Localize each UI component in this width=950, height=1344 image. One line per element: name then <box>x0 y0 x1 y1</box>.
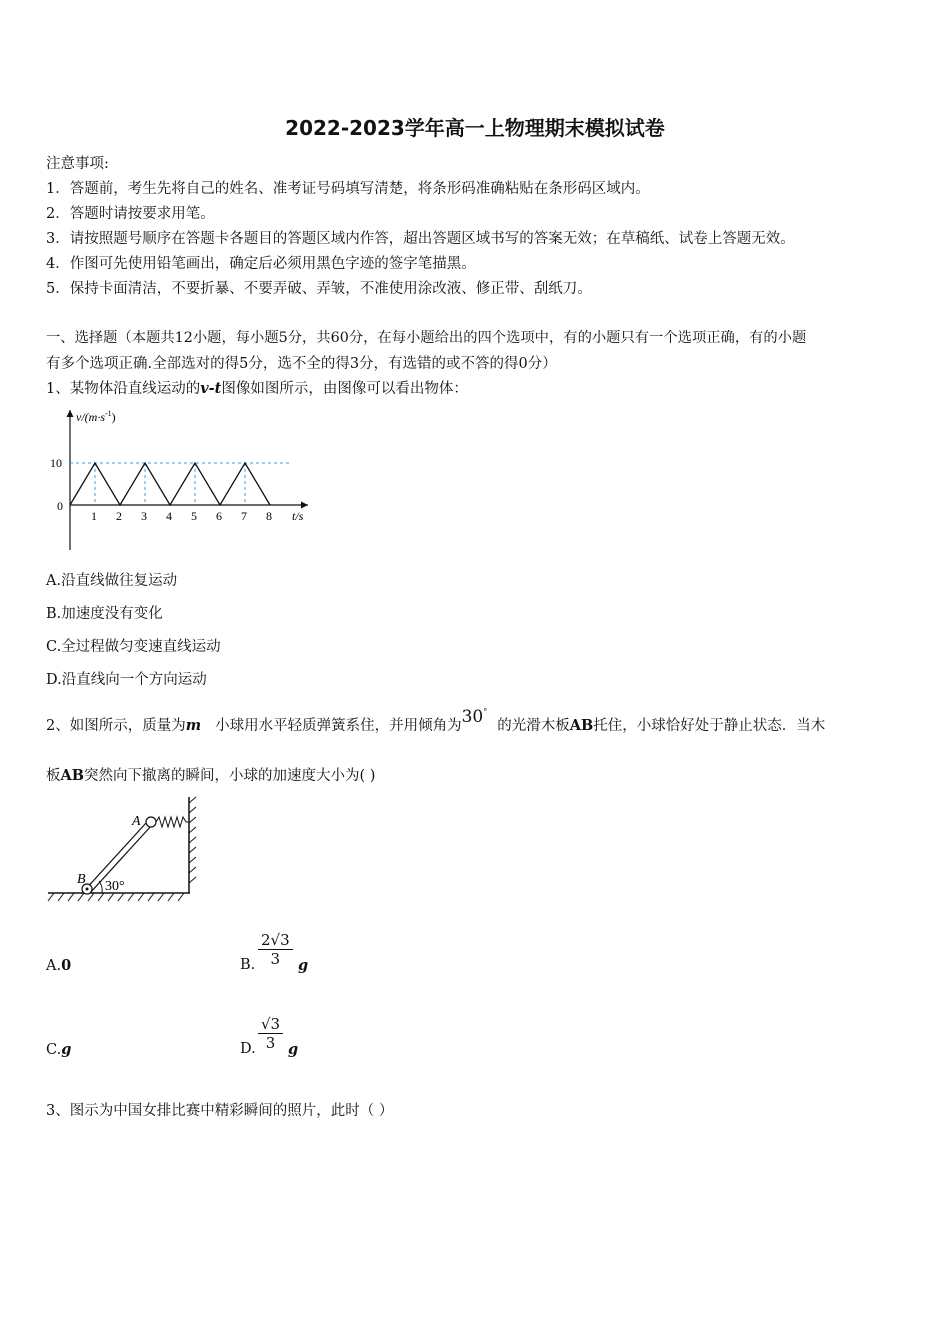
fraction-denominator: 3 <box>270 950 281 968</box>
q2-option-d-fraction <box>258 1015 283 1052</box>
q1-stem-var: v-t <box>200 380 222 397</box>
y-tick-label: 10 <box>50 456 62 470</box>
q2-line2-b: 突然向下撤离的瞬间，小球的加速度大小为( ) <box>84 768 376 784</box>
q2-angle: 30 <box>461 707 484 727</box>
q2-line2-a: 板 <box>46 768 61 784</box>
q2-mass-symbol: m <box>185 717 202 734</box>
q2-board-label: AB <box>60 767 85 784</box>
fraction-numerator: √3 <box>258 1015 283 1034</box>
label-b: B <box>77 872 86 887</box>
q1-option-a[interactable]: A.沿直线做往复运动 <box>46 573 178 589</box>
x-tick-label: 2 <box>116 509 122 523</box>
question-1-stem <box>46 377 468 398</box>
q2-stem-c: 的光滑木板 <box>497 718 570 734</box>
q2-stem-b: 小球用水平轻质弹簧系住，并用倾角为 <box>215 718 462 734</box>
y-axis-label: $v/(m\cdot s^{-1})$ <box>76 409 116 424</box>
notice-item: 3．请按照题号顺序在答题卡各题目的答题区域内作答，超出答题区域书写的答案无效；在草稿纸、试卷上答题无效。 <box>46 231 795 247</box>
x-tick-label: 5 <box>191 509 197 523</box>
question-3-stem: 3、图示为中国女排比赛中精彩瞬间的照片，此时（ ） <box>46 1103 394 1119</box>
notice-item: 1．答题前，考生先将自己的姓名、准考证号码填写清楚，将条形码准确粘贴在条形码区域内。 <box>46 181 650 197</box>
question-2-stem-line1 <box>46 707 826 735</box>
question-2-stem-line2 <box>46 764 375 785</box>
q2-option-d-g: g <box>288 1041 299 1058</box>
q2-option-a[interactable] <box>46 957 71 974</box>
notice-item: 2．答题时请按要求用笔。 <box>46 206 215 222</box>
x-axis-label: t/s <box>292 509 304 523</box>
fraction-numerator: 2√3 <box>258 931 293 950</box>
spring <box>156 817 189 827</box>
q2-option-a-value: 0 <box>61 957 72 974</box>
q1-option-d[interactable]: D.沿直线向一个方向运动 <box>46 672 207 688</box>
section-heading-line1: 一、选择题（本题共12小题，每小题5分，共60分，在每小题给出的四个选项中，有的小题只有一个选项正确，有的小题 <box>46 330 807 346</box>
page-title: 2022-2023学年高一上物理期末模拟试卷 <box>285 116 665 140</box>
hinge-b-dot <box>86 888 89 891</box>
q1-option-b[interactable]: B.加速度没有变化 <box>46 606 163 622</box>
x-tick-label: 6 <box>216 509 222 523</box>
q2-option-d-label[interactable]: D. <box>240 1041 256 1057</box>
label-a: A <box>132 814 141 829</box>
x-tick-label: 3 <box>141 509 147 523</box>
q2-option-b-g: g <box>298 957 309 974</box>
q2-stem-a: 2、如图所示，质量为 <box>46 718 186 734</box>
q2-option-a-label: A. <box>46 958 62 974</box>
vt-graph <box>40 402 320 554</box>
x-tick-label: 8 <box>266 509 272 523</box>
velocity-series-line <box>70 463 270 505</box>
q2-option-c[interactable] <box>46 1041 71 1058</box>
section-heading-line2: 有多个选项正确.全部选对的得5分，选不全的得3分，有选错的或不答的得0分） <box>46 356 557 372</box>
notice-item: 5．保持卡面清洁，不要折暴、不要弄破、弄皱，不准使用涂改液、修正带、刮纸刀。 <box>46 281 592 297</box>
fraction-denominator: 3 <box>265 1034 276 1052</box>
q2-stem-d: 托住，小球恰好处于静止状态．当木 <box>593 718 826 734</box>
wall-hatch <box>189 797 196 883</box>
q2-option-b-fraction <box>258 931 293 968</box>
q2-board-label: AB <box>569 717 594 734</box>
q2-option-c-value: g <box>61 1041 72 1058</box>
q1-stem-post: 图像如图所示，由图像可以看出物体： <box>221 381 468 397</box>
notice-item: 4．作图可先使用铅笔画出，确定后必须用黑色字迹的签字笔描黑。 <box>46 256 476 272</box>
origin-label: 0 <box>57 499 63 513</box>
x-tick-label: 1 <box>91 509 97 523</box>
incline-spring-figure <box>44 795 204 910</box>
notice-heading: 注意事项: <box>46 156 109 172</box>
q2-option-c-label: C. <box>46 1042 62 1058</box>
ball <box>146 817 156 827</box>
q1-stem-pre: 1、某物体沿直线运动的 <box>46 381 201 397</box>
q1-option-c[interactable]: C.全过程做匀变速直线运动 <box>46 639 221 655</box>
x-tick-label: 7 <box>241 509 247 523</box>
angle-label: 30° <box>105 879 125 894</box>
q2-option-b-label[interactable]: B. <box>240 957 256 973</box>
x-tick-label: 4 <box>166 509 172 523</box>
q2-angle-mark: ° <box>483 707 488 716</box>
ground-hatch <box>48 893 184 901</box>
